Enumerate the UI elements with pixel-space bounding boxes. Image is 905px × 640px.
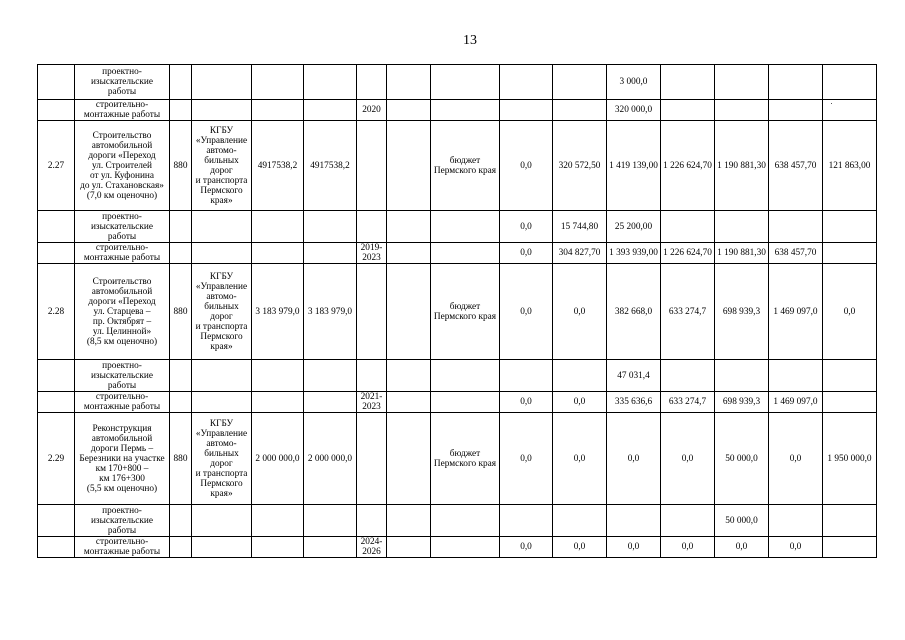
row-number-cell — [38, 100, 75, 121]
funding-source-cell — [431, 65, 500, 100]
organization-cell — [192, 360, 252, 392]
code-cell: 880 — [170, 264, 192, 360]
table-row — [38, 505, 877, 537]
year-2-cell: 0,0 — [553, 392, 607, 413]
year-5-cell — [715, 65, 769, 100]
years-cell — [357, 264, 387, 360]
year-4-cell — [661, 100, 715, 121]
year-1-cell — [500, 360, 553, 392]
year-6-cell: 638 457,70 — [769, 243, 823, 264]
row-number-cell — [38, 392, 75, 413]
year-2-cell: 0,0 — [553, 413, 607, 505]
blank-cell — [387, 211, 431, 243]
work-name-cell: Строительство автомобильной дороги «Переход ул. Строителей от ул. Куфонина до ул. Стахановская» (7,0 км оценочно) — [75, 121, 170, 211]
years-cell — [357, 505, 387, 537]
funding-source-cell: бюджет Пермского края — [431, 413, 500, 505]
year-4-cell: 1 226 624,70 — [661, 121, 715, 211]
year-3-cell: 320 000,0 — [607, 100, 661, 121]
work-name-cell: проектно- изыскательские работы — [75, 505, 170, 537]
total-cost-cell — [252, 65, 304, 100]
year-4-cell — [661, 360, 715, 392]
funding-source-cell — [431, 211, 500, 243]
year-5-cell: 50 000,0 — [715, 505, 769, 537]
table-row — [38, 100, 877, 121]
table-row — [38, 392, 877, 413]
years-cell — [357, 413, 387, 505]
table-row — [38, 243, 877, 264]
year-1-cell: 0,0 — [500, 264, 553, 360]
year-2-cell — [553, 360, 607, 392]
year-3-cell: 382 668,0 — [607, 264, 661, 360]
year-5-cell: 1 190 881,30 — [715, 243, 769, 264]
year-3-cell: 335 636,6 — [607, 392, 661, 413]
year-1-cell — [500, 505, 553, 537]
row-number-cell — [38, 65, 75, 100]
year-7-cell — [823, 537, 877, 558]
year-1-cell — [500, 100, 553, 121]
year-7-cell — [823, 65, 877, 100]
year-3-cell: 47 031,4 — [607, 360, 661, 392]
organization-cell — [192, 243, 252, 264]
year-3-cell: 1 393 939,00 — [607, 243, 661, 264]
table-row — [38, 264, 877, 360]
years-cell — [357, 65, 387, 100]
year-5-cell: 1 190 881,30 — [715, 121, 769, 211]
blank-cell — [387, 65, 431, 100]
row-number-cell: 2.27 — [38, 121, 75, 211]
funding-source-cell — [431, 505, 500, 537]
work-name-cell: строительно- монтажные работы — [75, 243, 170, 264]
year-1-cell: 0,0 — [500, 413, 553, 505]
code-cell — [170, 505, 192, 537]
year-1-cell: 0,0 — [500, 537, 553, 558]
year-2-cell: 320 572,50 — [553, 121, 607, 211]
year-3-cell — [607, 505, 661, 537]
cost-estimate-cell — [304, 505, 357, 537]
year-1-cell: 0,0 — [500, 121, 553, 211]
cost-estimate-cell — [304, 65, 357, 100]
year-3-cell: 0,0 — [607, 413, 661, 505]
year-2-cell — [553, 100, 607, 121]
year-2-cell: 304 827,70 — [553, 243, 607, 264]
year-5-cell: 698 939,3 — [715, 264, 769, 360]
year-7-cell — [823, 360, 877, 392]
cost-estimate-cell: 3 183 979,0 — [304, 264, 357, 360]
year-7-cell: 0,0 — [823, 264, 877, 360]
year-1-cell: 0,0 — [500, 243, 553, 264]
years-cell: 2024- 2026 — [357, 537, 387, 558]
year-4-cell — [661, 505, 715, 537]
cost-estimate-cell: 4917538,2 — [304, 121, 357, 211]
funding-source-cell — [431, 100, 500, 121]
year-2-cell: 15 744,80 — [553, 211, 607, 243]
year-4-cell — [661, 65, 715, 100]
total-cost-cell — [252, 392, 304, 413]
year-6-cell: 0,0 — [769, 537, 823, 558]
code-cell — [170, 100, 192, 121]
table-row — [38, 537, 877, 558]
work-name-cell: Строительство автомобильной дороги «Переход ул. Старцева – пр. Октябрят – ул. Целинной» (8,5 км оценочно) — [75, 264, 170, 360]
year-6-cell — [769, 505, 823, 537]
work-name-cell: Реконструкция автомобильной дороги Пермь – Березники на участке км 170+800 – км 176+300 (5,5 км оценочно) — [75, 413, 170, 505]
year-2-cell: 0,0 — [553, 264, 607, 360]
table-row — [38, 360, 877, 392]
cost-estimate-cell — [304, 360, 357, 392]
year-3-cell: 0,0 — [607, 537, 661, 558]
organization-cell: КГБУ «Управление автомо- бильных дорог и транспорта Пермского края» — [192, 413, 252, 505]
row-number-cell — [38, 211, 75, 243]
table-row — [38, 121, 877, 211]
budget-table — [37, 64, 877, 558]
cost-estimate-cell — [304, 100, 357, 121]
funding-source-cell — [431, 392, 500, 413]
year-7-cell — [823, 392, 877, 413]
work-name-cell: строительно- монтажные работы — [75, 100, 170, 121]
total-cost-cell — [252, 211, 304, 243]
funding-source-cell — [431, 537, 500, 558]
year-7-cell: 1 950 000,0 — [823, 413, 877, 505]
funding-source-cell — [431, 243, 500, 264]
row-number-cell — [38, 243, 75, 264]
year-7-cell — [823, 243, 877, 264]
year-5-cell: 50 000,0 — [715, 413, 769, 505]
organization-cell — [192, 100, 252, 121]
total-cost-cell — [252, 100, 304, 121]
code-cell — [170, 537, 192, 558]
years-cell: 2019- 2023 — [357, 243, 387, 264]
year-6-cell: 0,0 — [769, 413, 823, 505]
years-cell: 2020 — [357, 100, 387, 121]
year-2-cell — [553, 505, 607, 537]
total-cost-cell — [252, 360, 304, 392]
year-5-cell: 698 939,3 — [715, 392, 769, 413]
year-5-cell — [715, 360, 769, 392]
funding-source-cell — [431, 360, 500, 392]
year-6-cell: 1 469 097,0 — [769, 392, 823, 413]
code-cell — [170, 392, 192, 413]
year-7-cell: 121 863,00 — [823, 121, 877, 211]
organization-cell — [192, 392, 252, 413]
blank-cell — [387, 100, 431, 121]
funding-source-cell: бюджет Пермского края — [431, 264, 500, 360]
organization-cell — [192, 505, 252, 537]
code-cell — [170, 65, 192, 100]
year-6-cell — [769, 360, 823, 392]
total-cost-cell: 4917538,2 — [252, 121, 304, 211]
blank-cell — [387, 243, 431, 264]
code-cell — [170, 211, 192, 243]
years-cell — [357, 211, 387, 243]
year-2-cell — [553, 65, 607, 100]
years-cell — [357, 121, 387, 211]
years-cell — [357, 360, 387, 392]
table-row — [38, 65, 877, 100]
row-number-cell — [38, 505, 75, 537]
code-cell: 880 — [170, 413, 192, 505]
year-7-cell — [823, 100, 877, 121]
work-name-cell: проектно- изыскательские работы — [75, 360, 170, 392]
row-number-cell: 2.28 — [38, 264, 75, 360]
year-7-cell — [823, 211, 877, 243]
total-cost-cell — [252, 505, 304, 537]
row-number-cell: 2.29 — [38, 413, 75, 505]
total-cost-cell: 2 000 000,0 — [252, 413, 304, 505]
year-3-cell: 25 200,00 — [607, 211, 661, 243]
table-row — [38, 211, 877, 243]
work-name-cell: проектно- изыскательские работы — [75, 211, 170, 243]
organization-cell — [192, 211, 252, 243]
year-4-cell: 0,0 — [661, 413, 715, 505]
blank-cell — [387, 264, 431, 360]
year-1-cell: 0,0 — [500, 392, 553, 413]
work-name-cell: строительно- монтажные работы — [75, 537, 170, 558]
blank-cell — [387, 392, 431, 413]
year-5-cell — [715, 211, 769, 243]
row-number-cell — [38, 360, 75, 392]
blank-cell — [387, 505, 431, 537]
year-5-cell: 0,0 — [715, 537, 769, 558]
year-5-cell — [715, 100, 769, 121]
total-cost-cell — [252, 537, 304, 558]
year-4-cell: 633 274,7 — [661, 392, 715, 413]
organization-cell — [192, 537, 252, 558]
year-6-cell — [769, 100, 823, 121]
year-4-cell: 0,0 — [661, 537, 715, 558]
row-number-cell — [38, 537, 75, 558]
table-row — [38, 413, 877, 505]
year-1-cell: 0,0 — [500, 211, 553, 243]
page-number: 13 — [463, 33, 477, 48]
year-4-cell: 1 226 624,70 — [661, 243, 715, 264]
blank-cell — [387, 360, 431, 392]
cost-estimate-cell: 2 000 000,0 — [304, 413, 357, 505]
code-cell — [170, 360, 192, 392]
year-4-cell: 633 274,7 — [661, 264, 715, 360]
year-6-cell: 638 457,70 — [769, 121, 823, 211]
year-1-cell — [500, 65, 553, 100]
code-cell — [170, 243, 192, 264]
year-6-cell — [769, 65, 823, 100]
work-name-cell: проектно- изыскательские работы — [75, 65, 170, 100]
cost-estimate-cell — [304, 211, 357, 243]
year-4-cell — [661, 211, 715, 243]
years-cell: 2021- 2023 — [357, 392, 387, 413]
organization-cell: КГБУ «Управление автомо- бильных дорог и транспорта Пермского края» — [192, 264, 252, 360]
year-7-cell — [823, 505, 877, 537]
organization-cell: КГБУ «Управление автомо- бильных дорог и транспорта Пермского края» — [192, 121, 252, 211]
year-2-cell: 0,0 — [553, 537, 607, 558]
cost-estimate-cell — [304, 537, 357, 558]
cost-estimate-cell — [304, 243, 357, 264]
year-6-cell — [769, 211, 823, 243]
cost-estimate-cell — [304, 392, 357, 413]
year-3-cell: 1 419 139,00 — [607, 121, 661, 211]
blank-cell — [387, 413, 431, 505]
blank-cell — [387, 121, 431, 211]
year-6-cell: 1 469 097,0 — [769, 264, 823, 360]
blank-cell — [387, 537, 431, 558]
code-cell: 880 — [170, 121, 192, 211]
year-3-cell: 3 000,0 — [607, 65, 661, 100]
organization-cell — [192, 65, 252, 100]
total-cost-cell — [252, 243, 304, 264]
funding-source-cell: бюджет Пермского края — [431, 121, 500, 211]
work-name-cell: строительно- монтажные работы — [75, 392, 170, 413]
total-cost-cell: 3 183 979,0 — [252, 264, 304, 360]
